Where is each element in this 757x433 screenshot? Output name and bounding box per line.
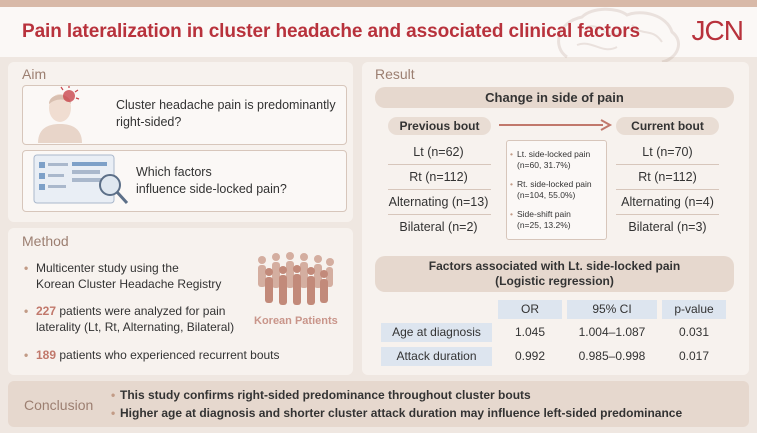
patient-count-227: 227 bbox=[36, 304, 57, 318]
bullet-dot: • bbox=[510, 179, 513, 189]
table-cell-age-or: 1.045 bbox=[514, 325, 546, 339]
table-cell-duration-ci: 0.985–0.998 bbox=[578, 349, 646, 363]
divider bbox=[388, 189, 491, 190]
table-cell-age-ci: 1.004–1.087 bbox=[578, 325, 646, 339]
rt-side-locked-line2: (n=104, 55.0%) bbox=[517, 190, 576, 200]
lt-side-locked-item bbox=[510, 149, 605, 171]
current-row-rt: Rt (n=112) bbox=[638, 170, 697, 184]
previous-row-lt: Lt (n=62) bbox=[413, 145, 464, 159]
data-analysis-icon bbox=[32, 153, 130, 208]
table-row-label-age: Age at diagnosis bbox=[381, 323, 492, 342]
method-b1-line1: Multicenter study using the bbox=[36, 261, 179, 275]
conclusion-b2-text: Higher age at diagnosis and shorter cluster attack duration may influence left-sided predominance bbox=[120, 406, 683, 420]
divider bbox=[616, 214, 719, 215]
aim-q2-line2: influence side-locked pain? bbox=[136, 182, 287, 196]
aim-q1-line1: Cluster headache pain is predominantly bbox=[116, 98, 336, 112]
bullet-dot: • bbox=[510, 209, 513, 219]
method-b2-line2: laterality (Lt, Rt, Alternating, Bilateral) bbox=[36, 320, 235, 334]
top-accent-bar bbox=[0, 0, 757, 7]
bullet-dot: • bbox=[24, 261, 29, 275]
table-cell-age-p: 0.031 bbox=[678, 325, 710, 339]
table-cell-duration-p: 0.017 bbox=[678, 349, 710, 363]
previous-row-bilateral: Bilateral (n=2) bbox=[399, 220, 478, 234]
korean-patients-label: Korean Patients bbox=[254, 315, 338, 327]
previous-row-rt: Rt (n=112) bbox=[409, 170, 468, 184]
arrow-right-icon bbox=[497, 118, 613, 132]
table-header-or: OR bbox=[498, 300, 562, 319]
page-title: Pain lateralization in cluster headache and associated clinical factors bbox=[22, 21, 641, 42]
current-row-bilateral: Bilateral (n=3) bbox=[628, 220, 707, 234]
factors-title-line2: (Logistic regression) bbox=[495, 274, 614, 288]
lt-side-locked-line1: Lt. side-locked pain bbox=[517, 149, 591, 159]
table-header-p: p-value bbox=[662, 300, 726, 319]
rt-side-locked-line1: Rt. side-locked pain bbox=[517, 179, 592, 189]
aim-question-2 bbox=[136, 164, 287, 198]
side-locked-summary-box bbox=[506, 140, 607, 240]
divider bbox=[388, 214, 491, 215]
header bbox=[0, 7, 757, 57]
divider bbox=[616, 164, 719, 165]
bullet-dot: • bbox=[111, 406, 116, 420]
bullet-dot: • bbox=[24, 304, 29, 318]
rt-side-locked-item bbox=[510, 179, 605, 201]
side-shift-line2: (n=25, 13.2%) bbox=[517, 220, 571, 230]
side-shift-item bbox=[510, 209, 605, 231]
aim-q2-line1: Which factors bbox=[136, 165, 212, 179]
table-row-label-duration: Attack duration bbox=[381, 347, 492, 366]
current-row-lt: Lt (n=70) bbox=[642, 145, 693, 159]
side-shift-line1: Side-shift pain bbox=[517, 209, 571, 219]
aim-question-1 bbox=[116, 97, 336, 131]
method-bullet-2 bbox=[24, 303, 286, 335]
change-in-side-title: Change in side of pain bbox=[375, 87, 734, 108]
previous-row-alternating: Alternating (n=13) bbox=[388, 195, 489, 209]
result-heading: Result bbox=[375, 66, 415, 82]
current-bout-label: Current bout bbox=[616, 117, 719, 135]
lt-side-locked-line2: (n=60, 31.7%) bbox=[517, 160, 571, 170]
journal-logo: JCN bbox=[691, 15, 743, 46]
conclusion-heading: Conclusion bbox=[24, 397, 94, 413]
divider bbox=[616, 189, 719, 190]
patient-count-189: 189 bbox=[36, 348, 57, 362]
method-heading: Method bbox=[22, 233, 69, 249]
bullet-dot: • bbox=[510, 149, 513, 159]
method-bullet-1 bbox=[24, 260, 286, 292]
aim-heading: Aim bbox=[22, 66, 47, 82]
factors-title-line1: Factors associated with Lt. side-locked pain bbox=[428, 259, 681, 273]
conclusion-bullet-1 bbox=[111, 388, 531, 402]
conclusion-b1-text: This study confirms right-sided predominance throughout cluster bouts bbox=[120, 388, 531, 402]
table-cell-duration-or: 0.992 bbox=[514, 349, 546, 363]
bullet-dot: • bbox=[24, 348, 29, 362]
korean-patients-figures-icon bbox=[250, 248, 340, 318]
table-header-ci: 95% CI bbox=[567, 300, 657, 319]
aim-q1-line2: right-sided? bbox=[116, 115, 182, 129]
method-b3-line1: patients who experienced recurrent bouts bbox=[56, 348, 280, 362]
factors-title bbox=[375, 256, 734, 292]
method-b1-line2: Korean Cluster Headache Registry bbox=[36, 277, 222, 291]
bullet-dot: • bbox=[111, 388, 116, 402]
conclusion-bullet-2 bbox=[111, 406, 683, 420]
previous-bout-label: Previous bout bbox=[388, 117, 491, 135]
method-b2-line1: patients were analyzed for pain bbox=[56, 304, 226, 318]
patient-headache-icon bbox=[30, 86, 90, 143]
current-row-alternating: Alternating (n=4) bbox=[621, 195, 714, 209]
method-bullet-3 bbox=[24, 347, 336, 363]
divider bbox=[388, 164, 491, 165]
